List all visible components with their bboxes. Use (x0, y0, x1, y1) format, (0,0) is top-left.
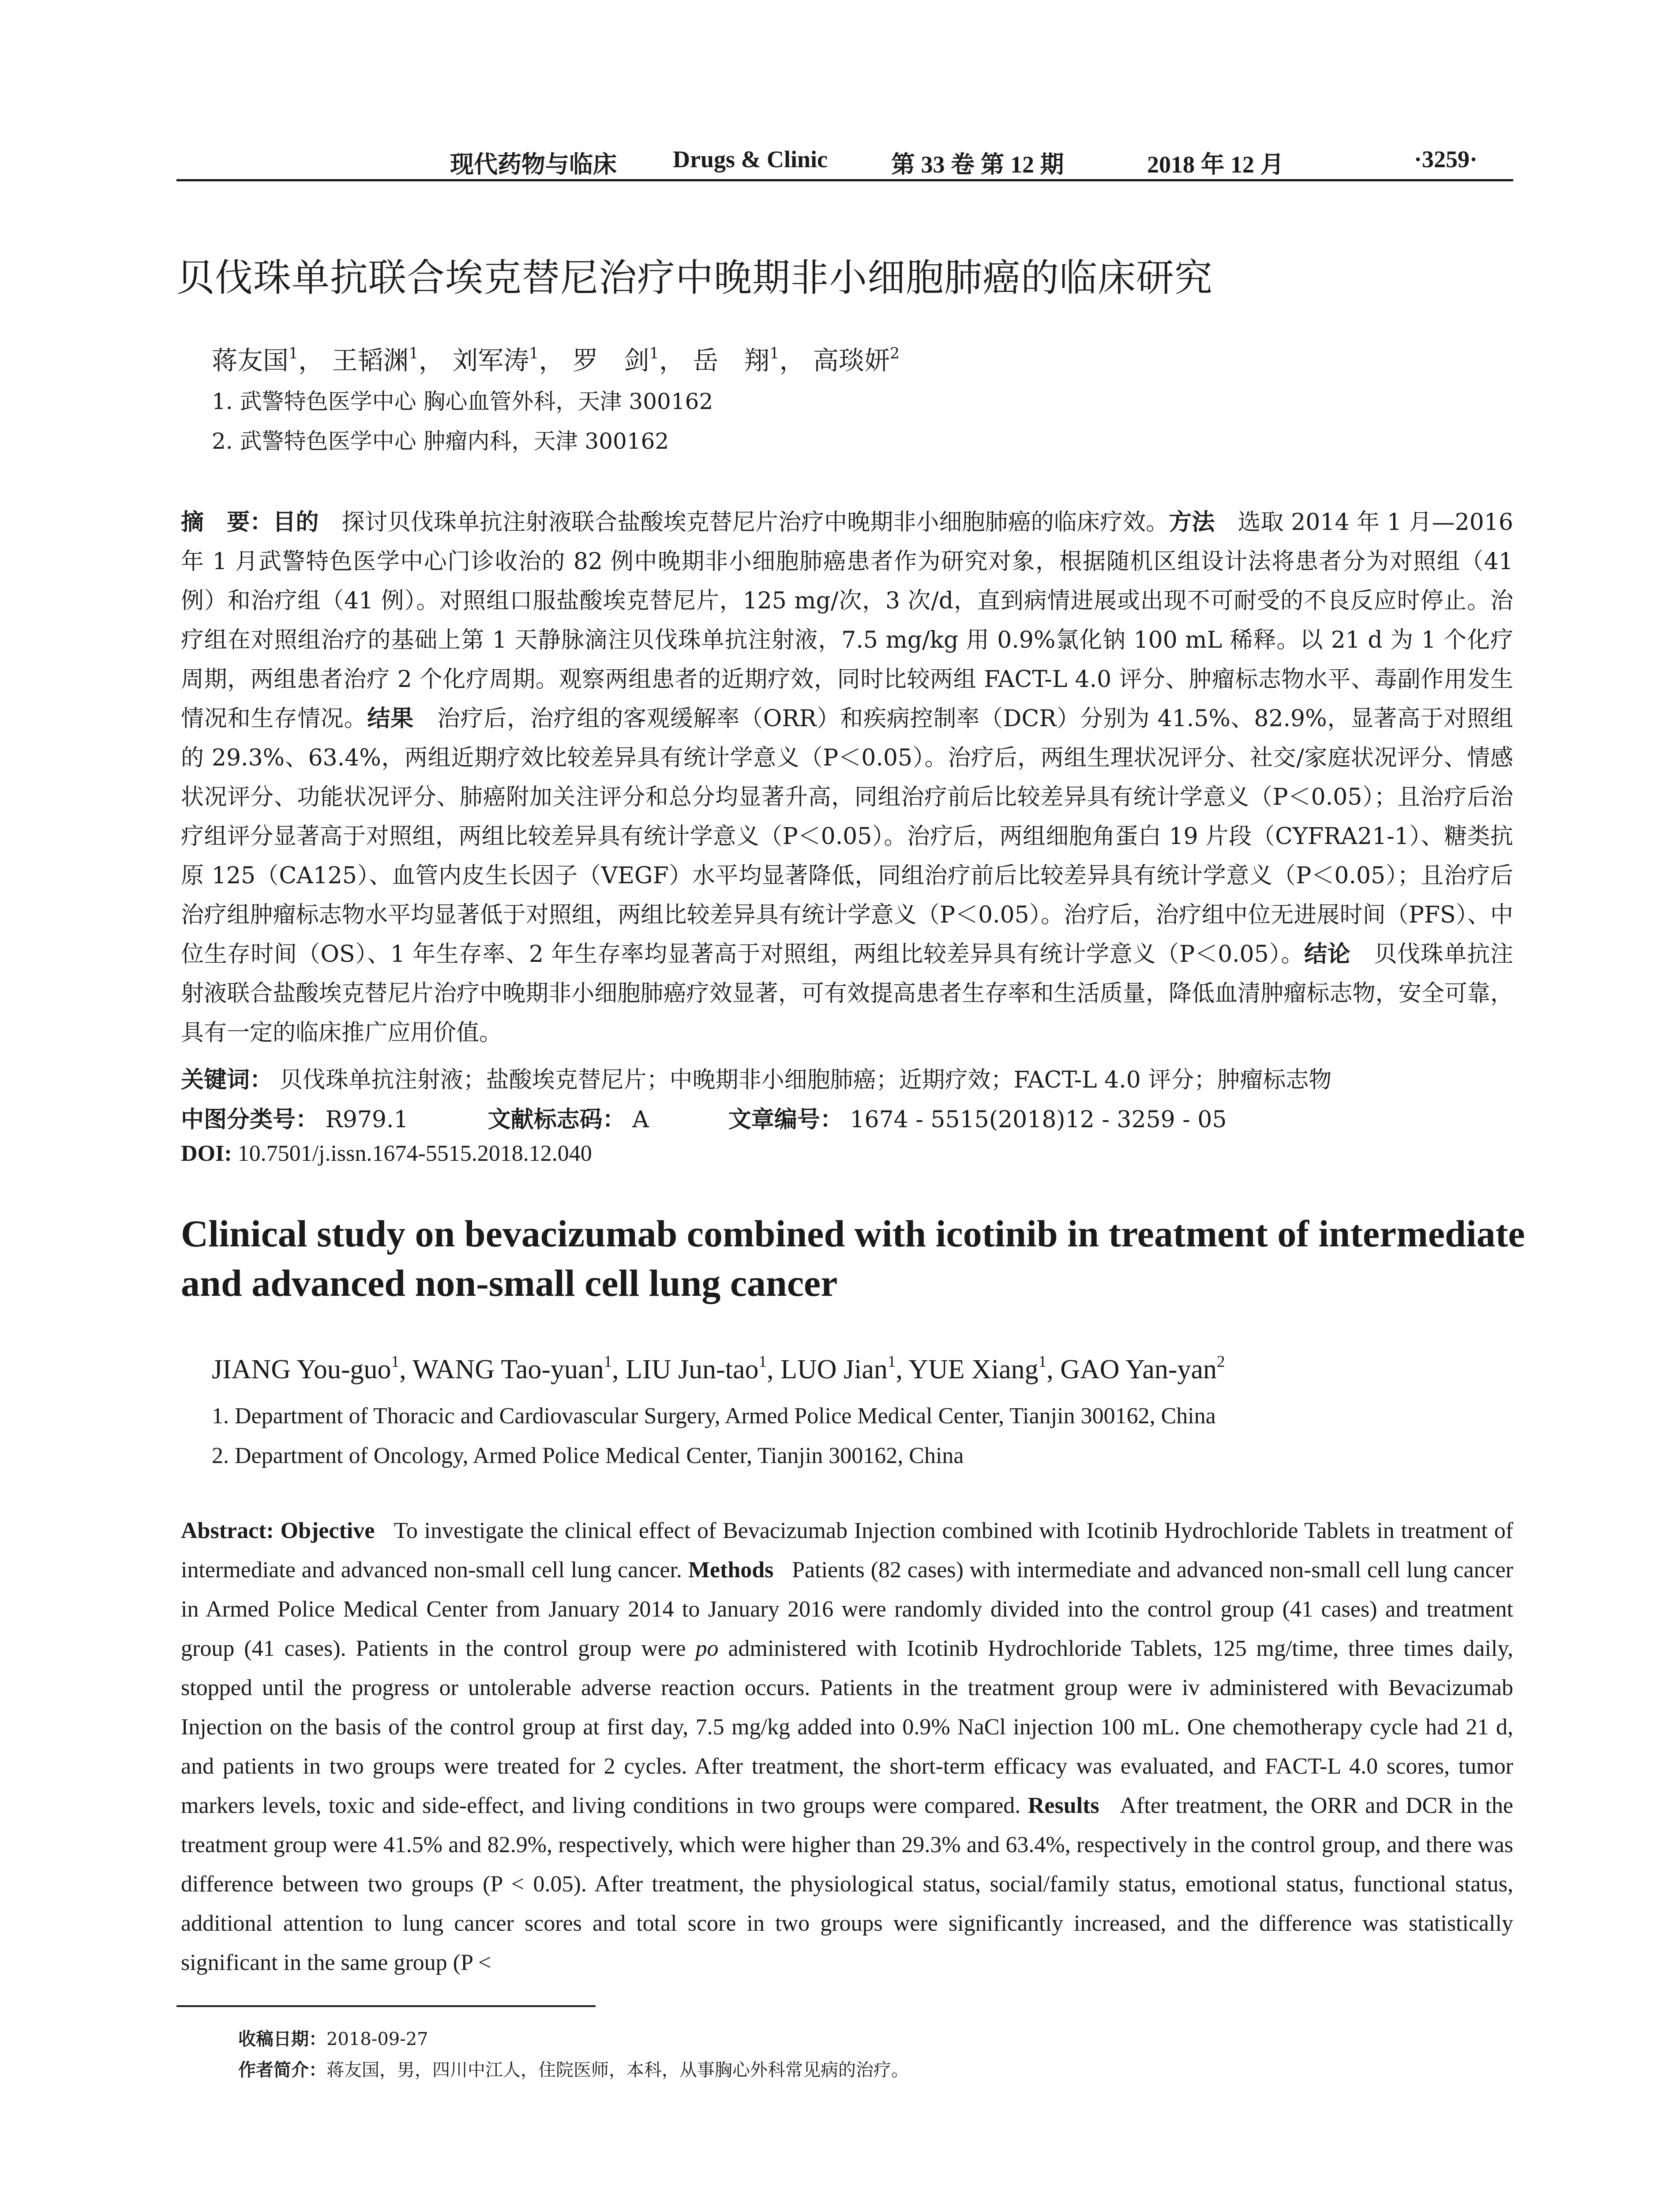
doi-value: 10.7501/j.issn.1674-5515.2018.12.040 (237, 1141, 592, 1166)
results-label: 结果 (367, 705, 414, 732)
chinese-abstract (181, 503, 1513, 1053)
author-affiliation-mark: 1 (409, 345, 419, 363)
results-text: 治疗后，治疗组的客观缓解率（ORR）和疾病控制率（DCR）分别为 41.5%、82.9%，显著高于对照组的 29.3%、63.4%，两组近期疗效比较差异具有统计学意义（P＜0.05）。治疗后，两组生理状况评分、社交/家庭状况评分、情感状况评分、功能状况评分、肺癌附加关注评分和总分均显著升高，同组治疗前后比较差异具有统计学意义（P＜0.05）；且治疗后治疗组评分显著高于对照组，两组比较差异具有统计学意义（P＜0.05）。治疗后，两组细胞角蛋白 19 片段（CYFRA21-1）、糖类抗原 125（CA125）、血管内皮生长因子（VEGF）水平均显著降低，同组治疗前后比较差异具有统计学意义（P＜0.05）；且治疗后治疗组肿瘤标志物水平均显著低于对照组，两组比较差异具有统计学意义（P＜0.05）。治疗后，治疗组中位无进展时间（PFS）、中位生存时间（OS）、1 年生存率、2 年生存率均显著高于对照组，两组比较差异具有统计学意义（P＜0.05）。 (181, 705, 1513, 968)
author-affiliation-mark: 1 (604, 1353, 612, 1371)
article-number-value: 1674 - 5515(2018)12 - 3259 - 05 (850, 1107, 1227, 1133)
conclusion-label: 结论 (1304, 941, 1351, 968)
results-label: Results (1028, 1793, 1099, 1818)
objective-label: 目的 (273, 509, 319, 536)
author-affiliation-mark: 1 (649, 345, 659, 363)
chinese-author-list: 蒋友国$^1$， 王韬渊$^1$， 刘军涛$^1$， 罗 剑$^1$， 岳 翔$^1$， 高琰妍$^2$ (212, 345, 900, 375)
english-author-list: JIANG You-guo$^1$, WANG Tao-yuan$^1$, LIU Jun-tao$^1$, LUO Jian$^1$, YUE Xiang$^1$, GAO Yan-yan$^2$ (212, 1353, 1225, 1385)
author-affiliation-mark: 1 (1038, 1353, 1047, 1371)
conclusion-text: 贝伐珠单抗注射液联合盐酸埃克替尼片治疗中晚期非小细胞肺癌疗效显著，可有效提高患者生存率和生活质量，降低血清肿瘤标志物，安全可靠，具有一定的临床推广应用价值。 (181, 941, 1513, 1046)
running-header (450, 132, 1513, 185)
clc-value: R979.1 (325, 1107, 409, 1133)
abstract-label: Abstract: (181, 1518, 274, 1543)
results-text: After treatment, the ORR and DCR in the treatment group were 41.5% and 82.9%, respectively, which were higher than 29.3% and 63.4%, respectively in the control group, and there was difference between two groups (P < 0.05). After treatment, the physiological status, social/family status, emotional status, functional status, additional attention to lung cancer scores and total score in two groups were significantly increased, and the difference was statistically significant in the same group (P < (181, 1793, 1514, 1975)
clc-label: 中图分类号： (181, 1107, 319, 1133)
methods-text-continued: administered with Icotinib Hydrochloride Tablets, 125 mg/time, three times daily, stopped until the progress or untolerable adverse reaction occurs. Patients in the treatment group were iv administered with Bevacizumab Injection on the basis of the control group at first day, 7.5 mg/kg added into 0.9% NaCl injection 100 mL. One chemotherapy cycle had 21 d, and patients in two groups were treated for 2 cycles. After treatment, the short-term efficacy was evaluated, and FACT-L 4.0 scores, tumor markers levels, toxic and side-effect, and living conditions in two groups were compared. (181, 1636, 1513, 1818)
methods-label: 方法 (1169, 509, 1215, 536)
doi-line (181, 1141, 592, 1167)
objective-text: 探讨贝伐珠单抗注射液联合盐酸埃克替尼片治疗中晚期非小细胞肺癌的临床疗效。 (341, 509, 1169, 536)
header-rule (176, 179, 1513, 181)
author-name: 罗 剑 (572, 345, 649, 375)
english-affiliation-1: 1. Department of Thoracic and Cardiovascular Surgery, Armed Police Medical Center, Tianjin 300162, China (212, 1403, 1216, 1429)
author-name: 高琰妍 (813, 345, 890, 375)
author-name: 岳 翔 (693, 345, 770, 375)
author-affiliation-mark: 1 (289, 345, 299, 363)
author-name: YUE Xiang (908, 1354, 1039, 1385)
doi-label: DOI: (181, 1141, 232, 1166)
abstract-label: 摘 要： (181, 509, 273, 536)
doc-code-value: A (632, 1107, 649, 1133)
objective-text: To investigate the clinical effect of Bevacizumab Injection combined with Icotinib Hydrochloride Tablets in treatment of intermediate and advanced non-small cell lung cancer. (181, 1518, 1514, 1583)
keywords-line (181, 1061, 1331, 1094)
methods-po: po (695, 1636, 719, 1661)
author-name: LUO Jian (780, 1354, 888, 1385)
author-name: GAO Yan-yan (1060, 1354, 1217, 1385)
received-label: 收稿日期： (238, 2029, 326, 2049)
english-abstract (181, 1511, 1513, 1982)
author-affiliation-mark: 1 (529, 345, 539, 363)
issue-date: 2018 年 12 月 (1147, 151, 1284, 178)
author-affiliation-mark: 1 (887, 1353, 896, 1371)
objective-label: Objective (280, 1518, 375, 1543)
keywords-label: 关键词： (181, 1067, 273, 1093)
author-affiliation-mark: 1 (758, 1353, 767, 1371)
author-name: WANG Tao-yuan (412, 1354, 604, 1385)
author-bio-label: 作者简介： (238, 2060, 326, 2080)
author-affiliation-mark: 1 (769, 345, 780, 363)
doc-code-label: 文献标志码： (488, 1107, 626, 1133)
author-bio-text: 蒋友国，男，四川中江人，住院医师，本科，从事胸心外科常见病的治疗。 (326, 2060, 909, 2080)
journal-name-cn: 现代药物与临床 (450, 151, 617, 178)
author-name: 刘军涛 (452, 345, 529, 375)
author-name: 蒋友国 (212, 345, 289, 375)
english-affiliation-2: 2. Department of Oncology, Armed Police Medical Center, Tianjin 300162, China (212, 1443, 964, 1468)
methods-label: Methods (688, 1557, 774, 1583)
author-bio-footnote (238, 2056, 909, 2081)
author-affiliation-mark: 2 (1217, 1353, 1225, 1371)
volume-issue: 第 33 卷 第 12 期 (891, 151, 1064, 178)
journal-name-en: Drugs & Clinic (673, 146, 828, 173)
chinese-affiliation-1: 1. 武警特色医学中心 胸心血管外科，天津 300162 (212, 389, 713, 414)
methods-text: Patients (82 cases) with intermediate and advanced non-small cell lung cancer in Armed Police Medical Center from January 2014 to January 2016 were randomly divided into the control group (41 cases) and treatment group (41 cases). Patients in the control group were (181, 1557, 1513, 1661)
keywords-text: 贝伐珠单抗注射液；盐酸埃克替尼片；中晚期非小细胞肺癌；近期疗效；FACT-L 4.0 评分；肿瘤标志物 (279, 1067, 1332, 1093)
received-date-footnote (238, 2025, 428, 2050)
author-name: LIU Jun-tao (626, 1354, 759, 1385)
chinese-title: 贝伐珠单抗联合埃克替尼治疗中晚期非小细胞肺癌的临床研究 (176, 256, 1213, 300)
page-number: ·3259· (1414, 146, 1478, 173)
english-title: Clinical study on bevacizumab combined with icotinib in treatment of intermediate and advanced non-small cell lung cancer (181, 1212, 1525, 1304)
article-number-label: 文章编号： (728, 1107, 843, 1133)
methods-text: 选取 2014 年 1 月—2016 年 1 月武警特色医学中心门诊收治的 82 例中晚期非小细胞肺癌患者作为研究对象，根据随机区组设计法将患者分为对照组（41 例）和治疗组（41 例）。对照组口服盐酸埃克替尼片，125 mg/次，3 次/d，直到病情进展或出现不可耐受的不良反应时停止。治疗组在对照组治疗的基础上第 1 天静脉滴注贝伐珠单抗注射液，7.5 mg/kg 用 0.9%氯化钠 100 mL 稀释。以 21 d 为 1 个化疗周期，两组患者治疗 2 个化疗周期。观察两组患者的近期疗效，同时比较两组 FACT-L 4.0 评分、肿瘤标志物水平、毒副作用发生情况和生存情况。 (181, 509, 1513, 732)
footnote-rule (176, 2005, 596, 2007)
chinese-affiliation-2: 2. 武警特色医学中心 肿瘤内科，天津 300162 (212, 428, 669, 454)
author-affiliation-mark: 1 (391, 1353, 400, 1371)
author-name: 王韬渊 (332, 345, 409, 375)
author-affiliation-mark: 2 (889, 345, 900, 363)
author-name: JIANG You-guo (212, 1354, 391, 1385)
classification-line (181, 1101, 1227, 1134)
received-date: 2018-09-27 (326, 2029, 428, 2049)
